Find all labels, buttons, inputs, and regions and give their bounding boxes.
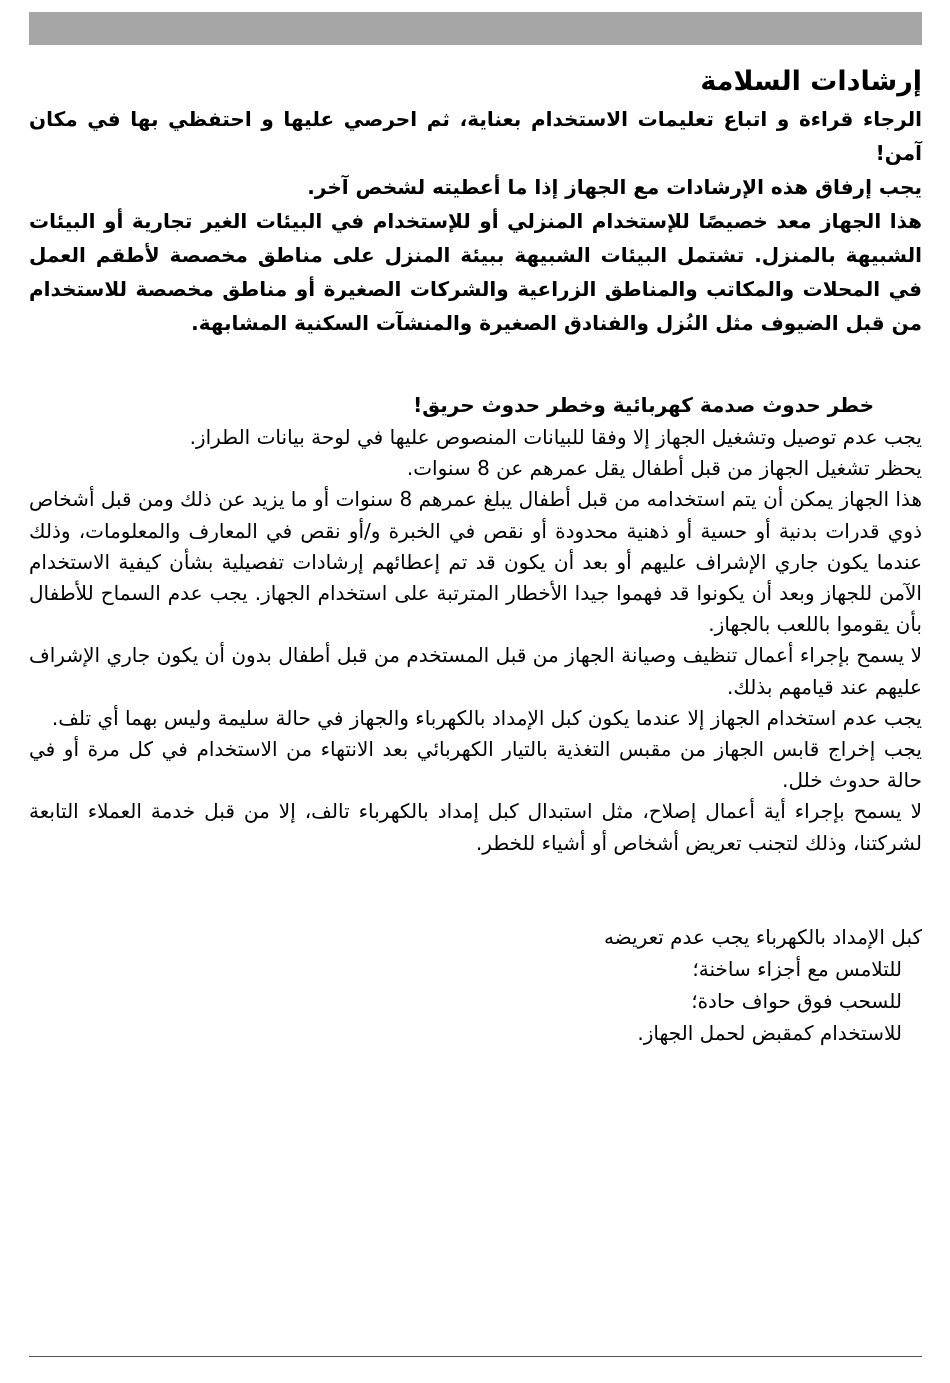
list-item: للتلامس مع أجزاء ساخنة؛ [692, 956, 902, 981]
warning-paragraph: يجب إخراج قابس الجهاز من مقبس التغذية بالتيار الكهربائي بعد الانتهاء من الاستخدام في كل مرة أو في حالة حدوث خلل. [29, 737, 922, 793]
intro-section [29, 102, 922, 340]
cable-heading: كبل الإمداد بالكهرباء يجب عدم تعريضه [603, 924, 922, 949]
warning-paragraph: يجب عدم استخدام الجهاز إلا عندما يكون كبل الإمداد بالكهرباء والجهاز في حالة سليمة وليس بهما أي تلف. [51, 705, 922, 730]
warning-paragraph: يحظر تشغيل الجهاز من قبل أطفال يقل عمرهم عن 8 سنوات. [406, 456, 922, 481]
cable-list [29, 953, 922, 1049]
footer-divider [29, 1356, 922, 1357]
intro-paragraph: الرجاء قراءة و اتباع تعليمات الاستخدام بعناية، ثم احرصي عليها و احتفظي بها في مكان آمن! [29, 107, 922, 165]
intro-paragraph: يجب إرفاق هذه الإرشادات مع الجهاز إذا ما أعطيته لشخص آخر. [307, 175, 922, 199]
intro-paragraph: هذا الجهاز معد خصيصًا للإستخدام المنزلي أو للإستخدام في البيئات الغير تجارية أو البيئات الشبيهة بالمنزل. تشتمل البيئات الشبيهة ببيئة المنزل على مناطق مخصصة لأطقم العمل في المحلات والمكاتب والمناطق الزراعية والشركات الصغيرة أو مناطق مخصصة للاستخدام من قبل الضيوف مثل النُزل والفنادق الصغيرة والمنشآت السكنية المشابهة. [29, 209, 922, 335]
warning-paragraph: هذا الجهاز يمكن أن يتم استخدامه من قبل أطفال يبلغ عمرهم 8 سنوات أو ما يزيد عن ذلك ومن قبل أشخاص ذوي قدرات بدنية أو حسية أو ذهنية محدودة أو نقص في الخبرة و/أو نقص في المعارف والمعلومات، وذلك عندما يكون جاري الإشراف عليهم أو بعد أن يكون قد تم إعطائهم إرشادات تفصيلية بشأن كيفية الاستخدام الآمن للجهاز وبعد أن يكونوا قد فهموا جيدا الأخطار المترتبة على استخدام الجهاز. يجب عدم السماح للأطفال بأن يقوموا باللعب بالجهاز. [29, 487, 922, 637]
warning-paragraph: يجب عدم توصيل وتشغيل الجهاز إلا وفقا للبيانات المنصوص عليها في لوحة بيانات الطراز. [189, 425, 922, 449]
list-item: للسحب فوق حواف حادة؛ [691, 988, 902, 1013]
warning-heading: خطر حدوث صدمة كهربائية وخطر حدوث حريق! [413, 393, 874, 417]
warning-paragraph: لا يسمح بإجراء أعمال تنظيف وصيانة الجهاز من قبل المستخدم من قبل أطفال بدون أن يكون جاري الإشراف عليهم عند قيامهم بذلك. [29, 643, 922, 699]
warning-paragraph: لا يسمح بإجراء أية أعمال إصلاح، مثل استبدال كبل إمداد بالكهرباء تالف، إلا من قبل خدمة العملاء التابعة لشركتنا، وذلك لتجنب تعريض أشخاص أو أشياء للخطر. [29, 799, 922, 855]
page-title: إرشادات السلامة [700, 66, 922, 97]
safety-instructions [29, 62, 922, 1049]
list-item: للاستخدام كمقبض لحمل الجهاز. [637, 1020, 902, 1045]
header-bar [29, 12, 922, 45]
warning-section [29, 422, 922, 859]
